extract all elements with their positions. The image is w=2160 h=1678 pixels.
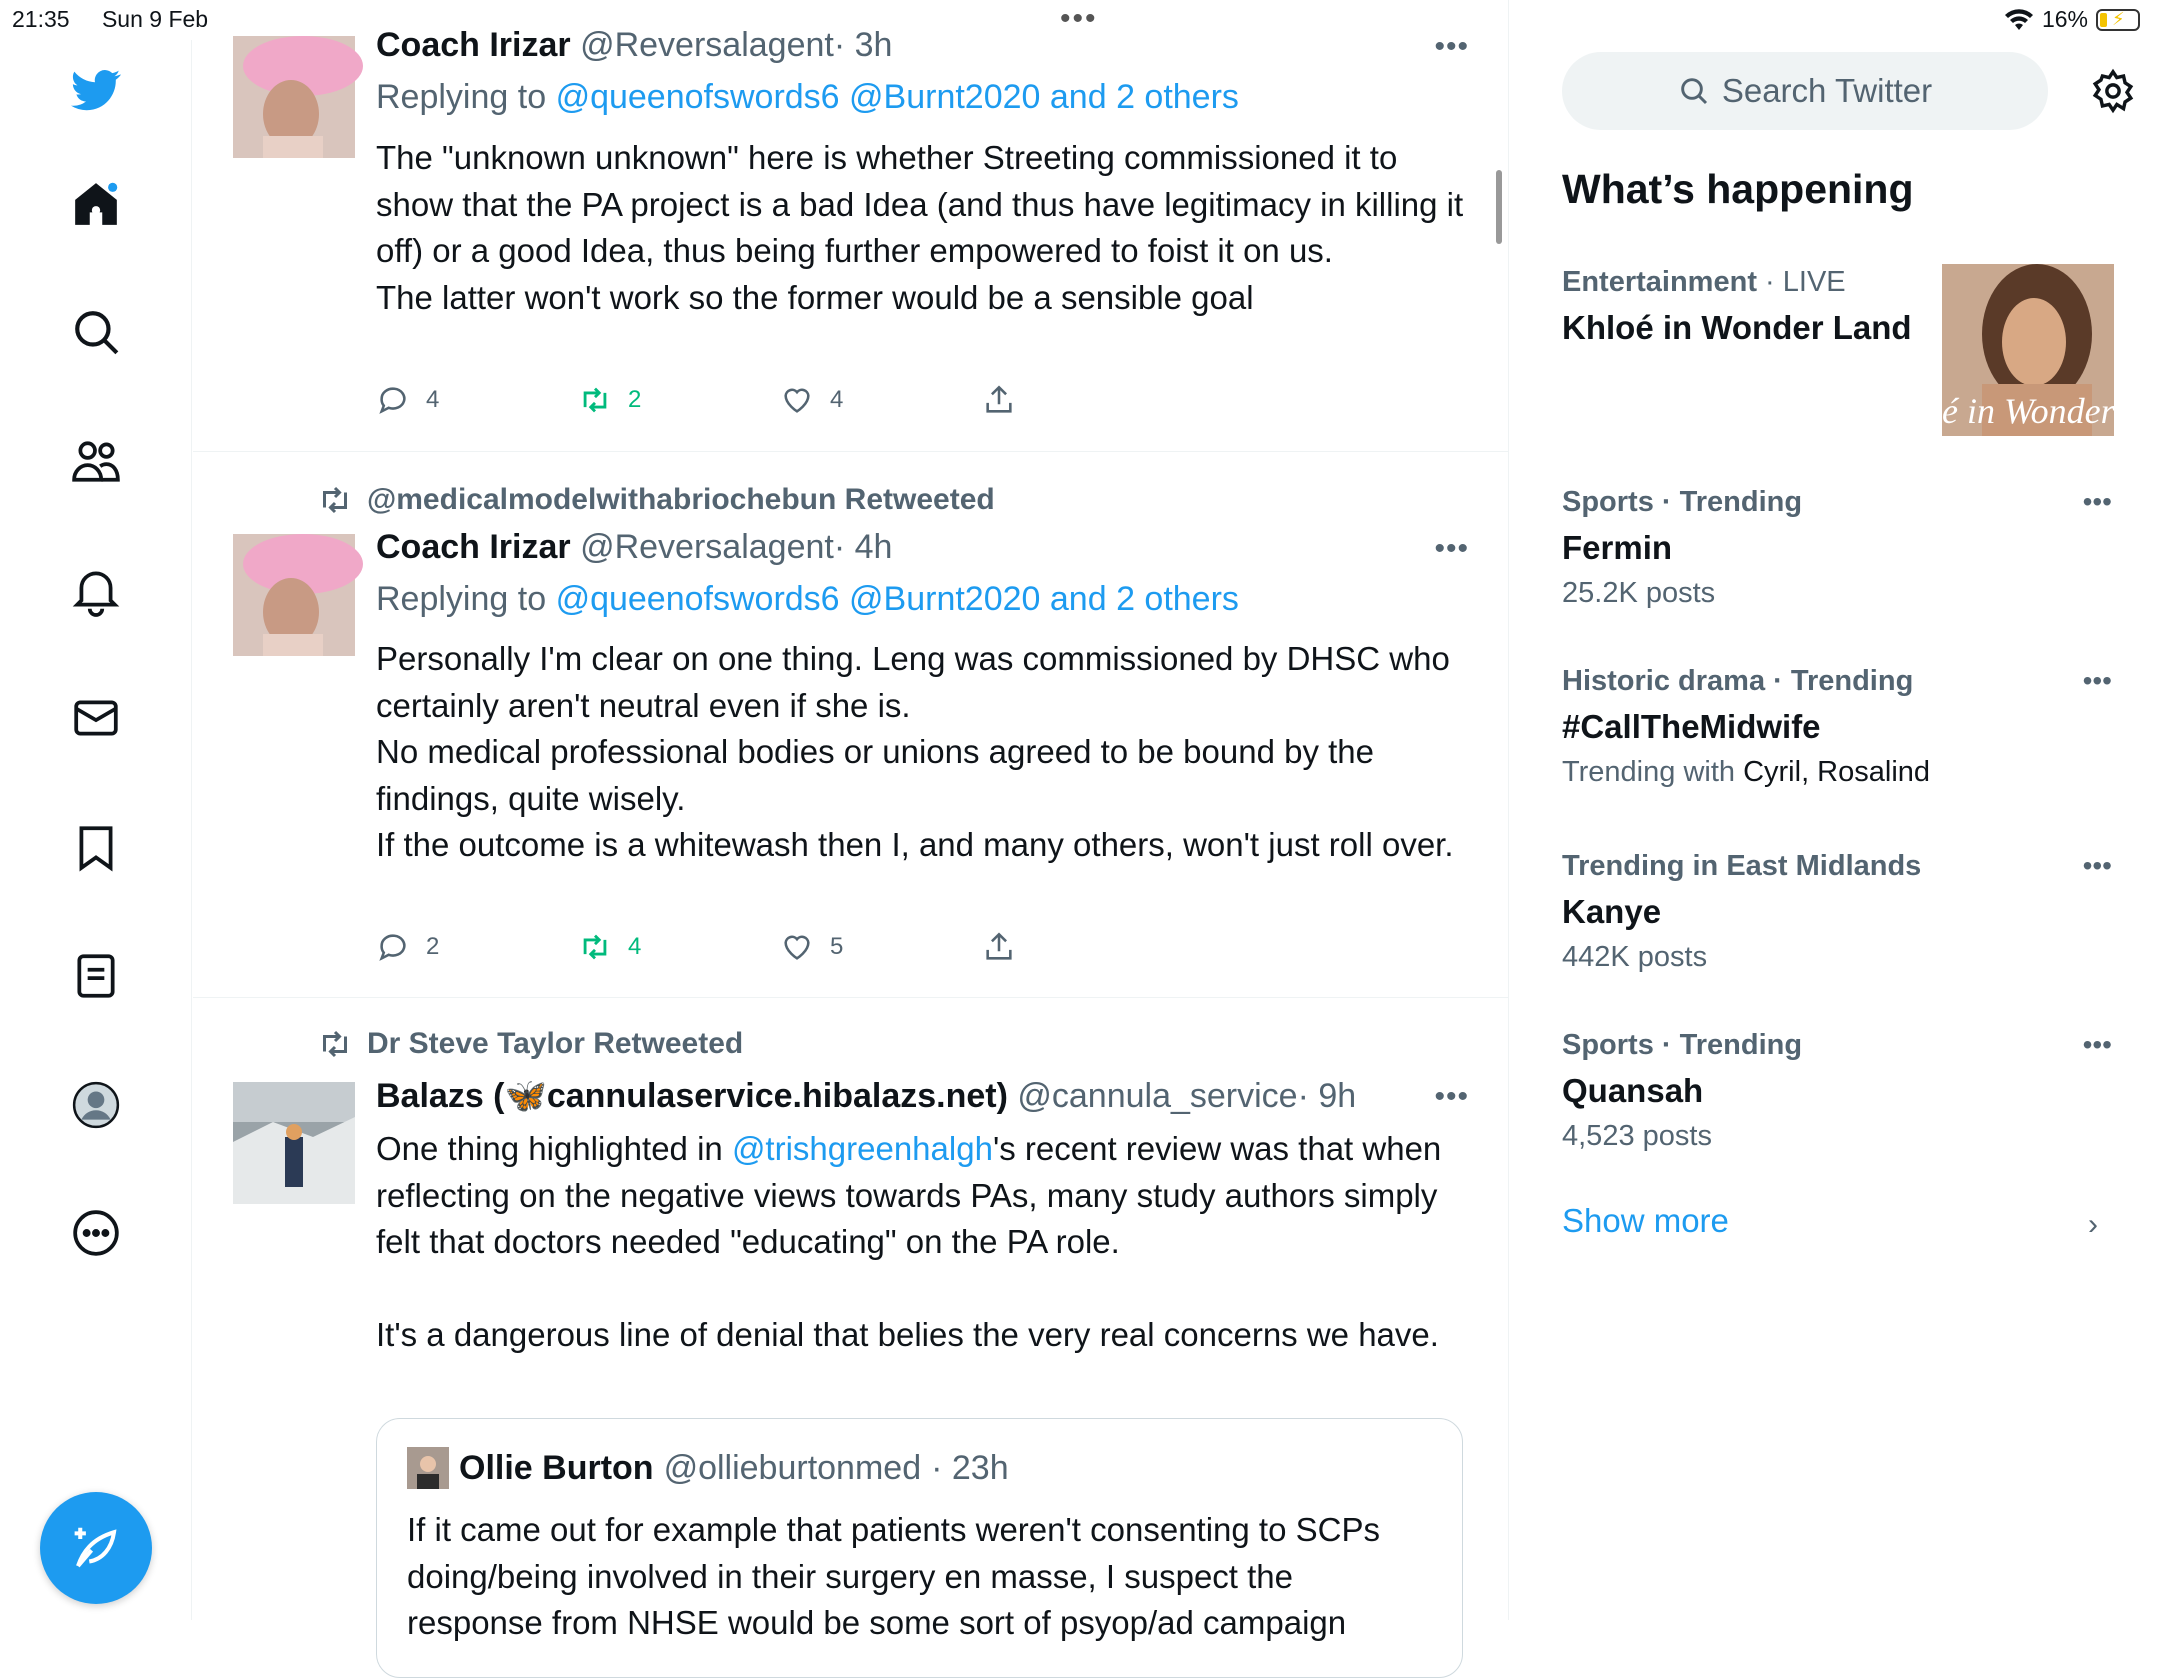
twitter-logo-icon[interactable] xyxy=(56,50,136,130)
clock: 21:35 xyxy=(12,6,70,32)
trend-item[interactable] xyxy=(1562,850,2122,974)
share-icon xyxy=(982,930,1016,964)
chevron-right-icon[interactable]: › xyxy=(2088,1208,2098,1241)
trend-item[interactable] xyxy=(1562,665,2122,789)
profile-avatar-icon[interactable] xyxy=(56,1065,136,1145)
author-handle[interactable]: @cannula_service xyxy=(1017,1077,1298,1115)
retweeted-by-label: @medicalmodelwithabriochebun Retweeted xyxy=(367,483,995,516)
tweet-header xyxy=(376,26,892,65)
avatar[interactable] xyxy=(233,1082,355,1204)
trend-more-icon[interactable]: ••• xyxy=(2082,1029,2112,1060)
tweet-paragraph: The latter won't work so the former would be a sensible goal xyxy=(376,278,1254,316)
trend-related-label: Trending with xyxy=(1562,756,1744,788)
like-count: 5 xyxy=(830,933,844,960)
quoted-tweet[interactable] xyxy=(376,1418,1463,1678)
like-button[interactable] xyxy=(780,930,982,964)
reply-button[interactable] xyxy=(376,930,578,964)
trend-post-count: 442K posts xyxy=(1562,941,1708,973)
more-options-icon[interactable] xyxy=(56,1193,136,1273)
tweet-text xyxy=(376,135,1466,321)
trend-more-icon[interactable]: ••• xyxy=(2082,486,2112,517)
lists-icon[interactable] xyxy=(56,936,136,1016)
timeline-feed xyxy=(193,0,1509,1641)
trend-title: Khloé in Wonder Land xyxy=(1562,309,1912,346)
trend-title: Fermin xyxy=(1562,529,1673,566)
date: Sun 9 Feb xyxy=(101,6,209,32)
heart-icon xyxy=(780,930,814,964)
heart-icon xyxy=(780,383,814,417)
home-icon[interactable] xyxy=(56,164,136,244)
trend-title: Kanye xyxy=(1562,893,1662,930)
trend-more-icon[interactable]: ••• xyxy=(2082,850,2112,881)
replying-label: Replying to xyxy=(376,580,547,618)
share-button[interactable] xyxy=(982,930,1184,964)
author-handle[interactable]: @Reversalagent xyxy=(580,26,834,64)
trend-more-icon[interactable]: ••• xyxy=(2082,665,2112,696)
like-count: 4 xyxy=(830,386,844,413)
settings-gear-icon[interactable] xyxy=(2090,68,2136,114)
communities-icon[interactable] xyxy=(56,421,136,501)
trend-category-label: Entertainment xyxy=(1562,266,1757,298)
multitask-dots-icon[interactable]: ••• xyxy=(1060,2,1098,35)
trend-category: Historic drama · Trending xyxy=(1562,665,1914,697)
bookmarks-icon[interactable] xyxy=(56,807,136,887)
quoted-avatar xyxy=(407,1447,449,1489)
mention-link[interactable]: @trishgreenhalgh xyxy=(731,1130,993,1167)
replying-to xyxy=(376,580,1239,619)
author-name[interactable]: Coach Irizar xyxy=(376,528,571,566)
trend-category: Trending in East Midlands xyxy=(1562,850,1922,882)
tweet-header xyxy=(376,1076,1356,1116)
avatar[interactable] xyxy=(233,534,355,656)
notifications-bell-icon[interactable] xyxy=(56,550,136,630)
share-icon xyxy=(982,383,1016,417)
trend-thumbnail-caption: é in Wonder L xyxy=(1942,391,2144,431)
messages-envelope-icon[interactable] xyxy=(56,678,136,758)
trend-live-label: · LIVE xyxy=(1756,266,1846,298)
right-sidebar xyxy=(1510,0,2160,1620)
trend-item[interactable] xyxy=(1562,486,2122,610)
reply-icon xyxy=(376,383,410,417)
tweet-actions xyxy=(376,930,1184,964)
replying-label: Replying to xyxy=(376,78,547,116)
retweet-button[interactable] xyxy=(578,383,780,417)
tweet-time[interactable]: · 9h xyxy=(1297,1077,1357,1115)
replying-mentions-link[interactable]: @queenofswords6 @Burnt2020 and 2 others xyxy=(555,580,1239,618)
trend-related xyxy=(1562,756,2122,789)
tweet-header xyxy=(376,528,892,567)
tweet-text xyxy=(376,1126,1466,1359)
tweet-text-part: One thing highlighted in xyxy=(376,1130,732,1167)
retweet-button[interactable] xyxy=(578,930,780,964)
quoted-time: · 23h xyxy=(931,1448,1009,1487)
tweet-paragraph: It's a dangerous line of denial that belies the very real concerns we have. xyxy=(376,1316,1439,1353)
tweet-paragraph: No medical professional bodies or unions agreed to be bound by the findings, quite wisely. xyxy=(376,733,1374,817)
tweet-text-part: 's recent review was that when reflecting on the negative views towards PAs, many study authors simply felt that doctors needed "educating" on the PA role. xyxy=(376,1130,1442,1260)
show-more-link[interactable]: Show more xyxy=(1562,1202,1729,1239)
author-name-suffix: cannulaservice.hibalazs.net) xyxy=(546,1077,1008,1115)
tweet-paragraph: If the outcome is a whitewash then I, and many others, won't just roll over. xyxy=(376,826,1454,863)
retweet-icon xyxy=(578,930,612,964)
retweet-icon xyxy=(317,1026,353,1062)
avatar[interactable] xyxy=(233,36,355,158)
tweet-more-icon[interactable]: ••• xyxy=(1434,532,1469,565)
retweet-count: 4 xyxy=(628,933,642,960)
like-button[interactable] xyxy=(780,383,982,417)
author-name-prefix: Balazs ( xyxy=(376,1077,505,1115)
left-nav xyxy=(0,40,192,1620)
quoted-author-name: Ollie Burton xyxy=(459,1448,654,1487)
quoted-author-handle: @ollieburtonmed xyxy=(663,1448,922,1487)
trend-category: Sports · Trending xyxy=(1562,1029,1803,1061)
explore-search-icon[interactable] xyxy=(56,292,136,372)
share-button[interactable] xyxy=(982,383,1184,417)
quoted-tweet-text: If it came out for example that patients weren't consenting to SCPs doing/being involved in their surgery en masse, I suspect the response from NHSE would be some sort of psyop/ad campaign xyxy=(407,1511,1380,1641)
tweet-time[interactable]: · 4h xyxy=(833,528,893,566)
tweet-actions xyxy=(376,383,1184,417)
author-handle[interactable]: @Reversalagent xyxy=(580,528,834,566)
search-icon xyxy=(1678,75,1710,107)
trend-item[interactable] xyxy=(1562,1029,2122,1153)
trend-post-count: 25.2K posts xyxy=(1562,577,1716,609)
retweeted-by[interactable] xyxy=(317,1026,743,1062)
trend-title: Quansah xyxy=(1562,1072,1704,1109)
tweet-paragraph xyxy=(376,1126,1466,1266)
tweet[interactable] xyxy=(193,452,1509,998)
trend-post-count: 4,523 posts xyxy=(1562,1120,1712,1152)
search-input[interactable] xyxy=(1562,52,2048,130)
replying-mentions-link[interactable]: @queenofswords6 @Burnt2020 and 2 others xyxy=(555,78,1239,116)
tweet-time[interactable]: · 3h xyxy=(833,26,893,64)
trend-thumbnail[interactable] xyxy=(1942,264,2144,436)
battery-icon: ⚡ xyxy=(2096,9,2140,31)
reply-button[interactable] xyxy=(376,383,578,417)
reply-icon xyxy=(376,930,410,964)
compose-tweet-button[interactable] xyxy=(40,1492,152,1604)
retweeted-by-label: Dr Steve Taylor Retweeted xyxy=(367,1027,744,1060)
tweet[interactable] xyxy=(193,998,1509,1641)
tweet-more-icon[interactable]: ••• xyxy=(1434,30,1469,63)
compose-feather-icon xyxy=(69,1521,123,1575)
retweet-icon xyxy=(317,482,353,518)
trend-related-names: Cyril, Rosalind xyxy=(1743,756,1931,788)
butterfly-icon: 🦋 xyxy=(504,1077,547,1115)
retweet-count: 2 xyxy=(628,386,642,413)
tweet-more-icon[interactable]: ••• xyxy=(1434,1080,1469,1113)
replying-to xyxy=(376,78,1239,117)
tweet[interactable] xyxy=(193,0,1509,452)
retweeted-by[interactable] xyxy=(317,482,995,518)
tweet-paragraph: The "unknown unknown" here is whether Streeting commissioned it to show that the PA project is a bad Idea (and thus have legitimacy in killing it off) or a good Idea, thus being further empowered to foist it on us. xyxy=(376,139,1464,269)
trend-category: Sports · Trending xyxy=(1562,486,1803,518)
retweet-icon xyxy=(578,383,612,417)
feed-scrollbar[interactable] xyxy=(1496,170,1502,244)
trend-title: #CallTheMidwife xyxy=(1562,708,1821,745)
whats-happening-heading: What’s happening xyxy=(1562,166,1914,212)
tweet-text xyxy=(376,636,1466,869)
author-name[interactable] xyxy=(376,1077,1008,1115)
author-name[interactable]: Coach Irizar xyxy=(376,26,571,64)
battery-percent: 16% xyxy=(2041,6,2088,32)
reply-count: 2 xyxy=(426,933,440,960)
quoted-tweet-header xyxy=(407,1447,1009,1489)
reply-count: 4 xyxy=(426,386,440,413)
tweet-paragraph: Personally I'm clear on one thing. Leng was commissioned by DHSC who certainly aren't neutral even if she is. xyxy=(376,640,1450,724)
search-placeholder: Search Twitter xyxy=(1721,72,1933,109)
